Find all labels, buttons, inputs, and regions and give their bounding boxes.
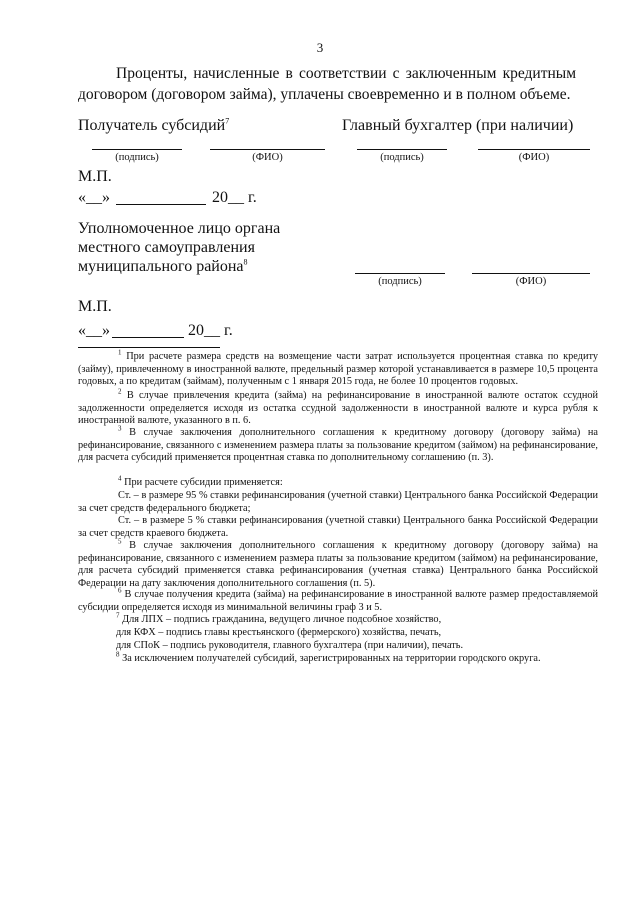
signature-caption: (подпись) [378,276,422,287]
footnote-5: $^5$ В случае заключения дополнительного соглашения к кредитному договору (договору займа) на рефинансирование, связанного с изменением размера платы за пользование кредитом (займом) на рефинансирование, для расчета субсидий применяется ставка рефинансирования (учетная ставка) Центрального банка Российской Федерации на дату заключения дополнительного соглашения (п. 5). [78,537,598,589]
date-month-line [116,204,206,205]
authorized-person-line2: местного самоуправления [78,239,255,256]
footnote-7-spok: для СПоК – подпись руководителя, главного бухгалтера (при наличии), печать. [116,640,464,651]
date-year: 20__ г. [188,322,233,339]
stamp-label: М.П. [78,298,112,315]
footnote-2: $^2$ В случае привлечения кредита (займа) на рефинансирование в иностранной валюте остаток ссудной задолженности определяется исходя из остатка ссудной задолженности в иностранной валюте и курса рубля к иностранной валюте, указанного в п. 6. [78,387,598,427]
date-day: «__» [78,189,110,206]
signature-caption: (подпись) [380,152,424,163]
footnote-mark: 8 [243,257,248,267]
date-day: «__» [78,322,110,339]
footnote-4: $^4$ При расчете субсидии применяется: [118,474,283,488]
name-caption: (ФИО) [252,152,283,163]
signature-line [357,149,447,150]
footnote-6: $^6$ В случае получения кредита (займа) на рефинансирование в иностранной валюте размер предоставляемой субсидии определяется исходя из минимальной величины граф 3 и 5. [78,586,599,613]
footnote-separator [78,347,220,348]
name-caption: (ФИО) [515,276,547,287]
name-line [472,273,590,274]
footnote-7: $^7$ Для ЛПХ – подпись гражданина, ведущего личное подсобное хозяйство, [116,611,442,625]
date-year: 20__ г. [212,189,257,206]
footnote-7-kfh: для КФХ – подпись главы крестьянского (фермерского) хозяйства, печать, [116,627,442,638]
footnote-4-regional: Ст. – в размере 5 % ставки рефинансирования (учетной ставки) Центрального банка Российской Федерации за счет средств краевого бюджета. [78,515,598,539]
signature-line [355,273,445,274]
signature-caption: (подпись) [115,152,159,163]
name-line [478,149,590,150]
footnote-4-federal: Ст. – в размере 95 % ставки рефинансирования (учетной ставки) Центрального банка Российской Федерации за счет средств федерального бюджета; [78,490,598,514]
authorized-person-line3: муниципального района$^8$ [78,257,248,275]
signature-line [92,149,182,150]
recipient-label: Получатель субсидий$^7$ [78,116,230,134]
name-line [210,149,325,150]
footnote-1: $^1$ При расчете размера средств на возмещение части затрат используется процентная ставка по кредиту (займу), привлеченному в иностранной валюте, предельный размер которой устанавливается в размере 10,5 процента годовых, а по кредитам (займам), полученным с 1 января 2015 года, не более 10 процентов годовых. [78,348,599,388]
stamp-label: М.П. [78,168,112,185]
intro-paragraph: Проценты, начисленные в соответствии с заключенным кредитным договором (договором займа), уплачены своевременно и в полном объеме. [78,65,576,103]
chief-accountant-label: Главный бухгалтер (при наличии) [342,117,574,134]
authorized-person-line1: Уполномоченное лицо органа [78,220,281,237]
name-caption: (ФИО) [518,152,550,163]
footnote-8: $^8$ За исключением получателей субсидий, зарегистрированных на территории городского округа. [116,650,541,664]
date-month-line [112,337,184,338]
page-number: 3 [316,40,324,55]
footnote-3: $^3$ В случае заключения дополнительного соглашения к кредитному договору (договору займа) на рефинансирование, связанного с изменением размера платы за пользование кредитом (займом) на рефинансирование, для расчета субсидий применяется процентная ставка по дополнительному соглашению (п. 3). [78,424,598,464]
footnote-mark: 7 [225,116,230,126]
